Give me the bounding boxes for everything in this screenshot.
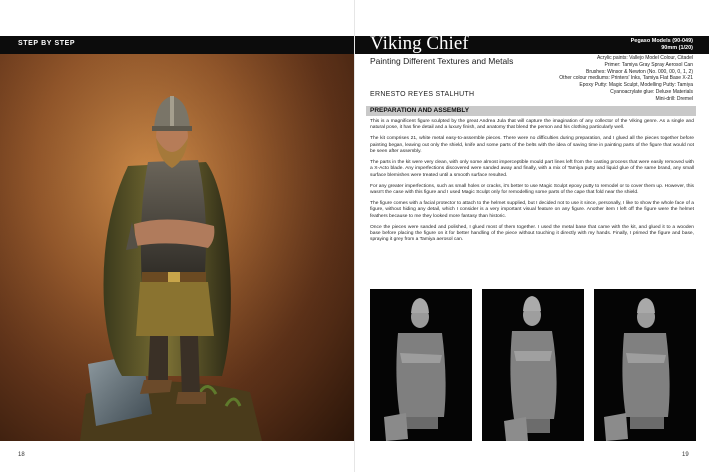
body-paragraph: Once the pieces were sanded and polished, I glued most of them together. I used the metal base that came with the kit, and glued it to a wooden base before placing the figure on it for better handling of the piece without touching it directly with my hands. Finally, I primed the figure and base, spraying it grey from a Tamiya aerosol can. <box>370 224 694 243</box>
body-paragraph: The figure comes with a facial protector to attach to the helmet supplied, but I decided not to use it since, personally, I like to show the whole face of a figure, without hiding any detail, which I consider is a very important visual feature on any figure. Another item I left off the figure were the helmet feathers because to me they looked more fantasy than historic. <box>370 201 694 219</box>
article-subtitle: Painting Different Textures and Metals <box>370 56 514 66</box>
materials-item: Other colour mediums: Printers' Inks, Tamiya Flat Base X-21 <box>559 75 693 82</box>
article-body <box>370 119 694 249</box>
body-paragraph: For any greater imperfections, such as small holes or cracks, it's better to use Magic Sculpt epoxy putty to remodel or to cover them up. However, this wasn't the case with this figure and I used Magic Sculpt only for remodelling some parts of the cape that fold near the shield. <box>370 183 694 196</box>
primed-figure-photo <box>370 289 472 441</box>
primed-figure-photos <box>370 289 696 441</box>
primed-figure-photo <box>594 289 696 441</box>
body-paragraph: The kit comprises 21, white metal easy-to-assemble pieces. There were no difficulties during preparation, and I glued all the pieces together before painting began, leaving out only the shield, knife and some parts of the belts with the idea of saving time in painting parts of the figure that would not be seen after assembly. <box>370 136 694 154</box>
page-gutter <box>354 0 355 472</box>
body-paragraph: The parts in the kit were very clean, with only some almost imperceptible mould part lines left from the casting process that were easily removed with a X-Acto blade. Any imperfections discovered were sanded away and finally, with a mix of Tamiya putty and liquid glue of the same brand, any small surface blemishes were treated until a smooth surface resulted. <box>370 160 694 178</box>
materials-list <box>483 55 693 103</box>
materials-item: Mini-drill: Dremel <box>655 95 693 102</box>
page-number-right: 19 <box>682 452 689 458</box>
section-heading-bar <box>366 106 696 116</box>
kit-reference <box>631 38 693 52</box>
left-header-bar <box>0 36 354 54</box>
painted-figure-photo <box>0 54 354 441</box>
kit-reference-scale: 90mm (1/20) <box>661 45 693 51</box>
section-label: STEP BY STEP <box>18 40 76 47</box>
materials-item: Primer: Tamiya Gray Spray Aerosol Can <box>604 61 693 68</box>
primed-figure-photo <box>482 289 584 441</box>
page-number-left: 18 <box>18 452 25 458</box>
section-heading: PREPARATION AND ASSEMBLY <box>370 107 470 114</box>
materials-item: Epoxy Putty: Magic Sculpt, Modelling Putty: Tamiya <box>579 82 693 89</box>
article-title: Viking Chief <box>370 33 469 54</box>
materials-item: Acrylic paints: Vallejo Model Colour, Citadel <box>596 55 693 61</box>
materials-item: Cyanoacrylate glue: Deluxe Materials <box>610 88 693 95</box>
kit-reference-maker: Pegaso Models (90-049) <box>630 38 693 44</box>
materials-item: Brushes: Winsor & Newton (No. 000, 00, 0, 1, 2) <box>586 68 693 75</box>
author-name: ERNESTO REYES STALHUTH <box>370 91 475 98</box>
body-paragraph: This is a magnificent figure sculpted by the great Andrea Jula that will capture the imagination of any collector of the Viking genre. As a single and natural pose, it has fine detail and a luxury finish, and anatomy that blend the person and his clothing particularly well. <box>370 119 694 131</box>
